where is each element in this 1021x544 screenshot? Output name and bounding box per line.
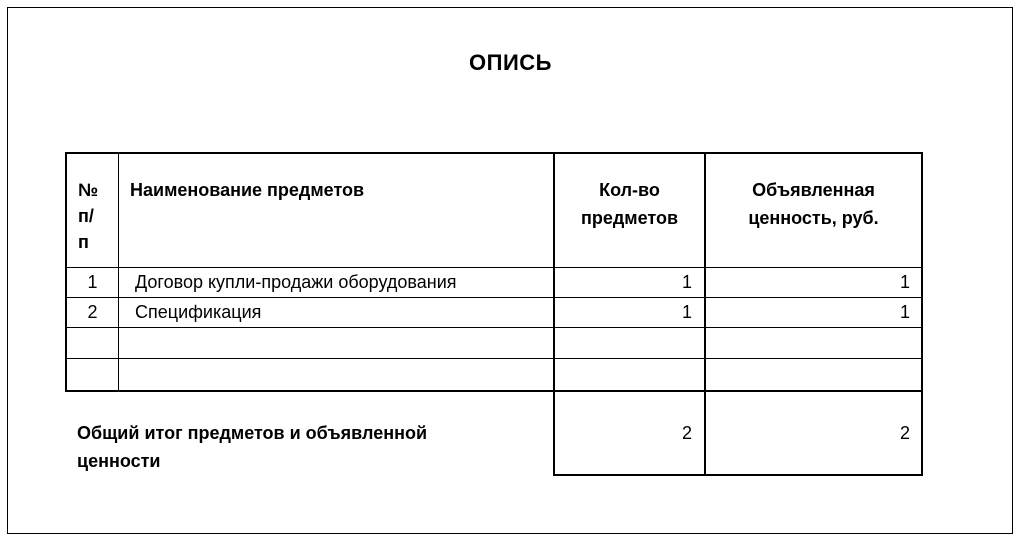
row-name: Договор купли-продажи оборудования (135, 272, 457, 292)
row-num: 2 (87, 302, 98, 322)
total-bottom-border (553, 474, 923, 476)
header-value-line2: ценность, руб. (748, 208, 879, 228)
table-top-border (65, 152, 923, 154)
header-bottom-border (65, 267, 923, 268)
header-num-line3: п (78, 232, 89, 252)
row-qty: 1 (681, 272, 692, 292)
header-value-line1: Объявленная (752, 180, 875, 200)
header-num-line1: № (78, 180, 99, 200)
total-right-border (921, 390, 923, 476)
header-qty-line1: Кол-во (599, 180, 660, 200)
row-divider (65, 297, 923, 298)
total-label-line1: Общий итог предметов и объявленной (77, 423, 428, 443)
table-body-bottom-border (65, 390, 923, 392)
table-right-border (921, 152, 923, 392)
total-value: 2 (899, 423, 910, 443)
total-label-line2: ценности (77, 451, 161, 471)
header-qty-line2: предметов (580, 208, 679, 228)
row-qty: 1 (681, 302, 692, 322)
col-divider (118, 152, 119, 392)
header-num-line2: п/ (78, 206, 94, 226)
row-value: 1 (899, 302, 910, 322)
row-name: Спецификация (135, 302, 262, 322)
row-value: 1 (899, 272, 910, 292)
header-name: Наименование предметов (130, 180, 365, 200)
row-divider (65, 358, 923, 359)
row-divider (65, 327, 923, 328)
total-qty: 2 (681, 423, 692, 443)
row-num: 1 (87, 272, 98, 292)
document-title: ОПИСЬ (469, 50, 552, 75)
